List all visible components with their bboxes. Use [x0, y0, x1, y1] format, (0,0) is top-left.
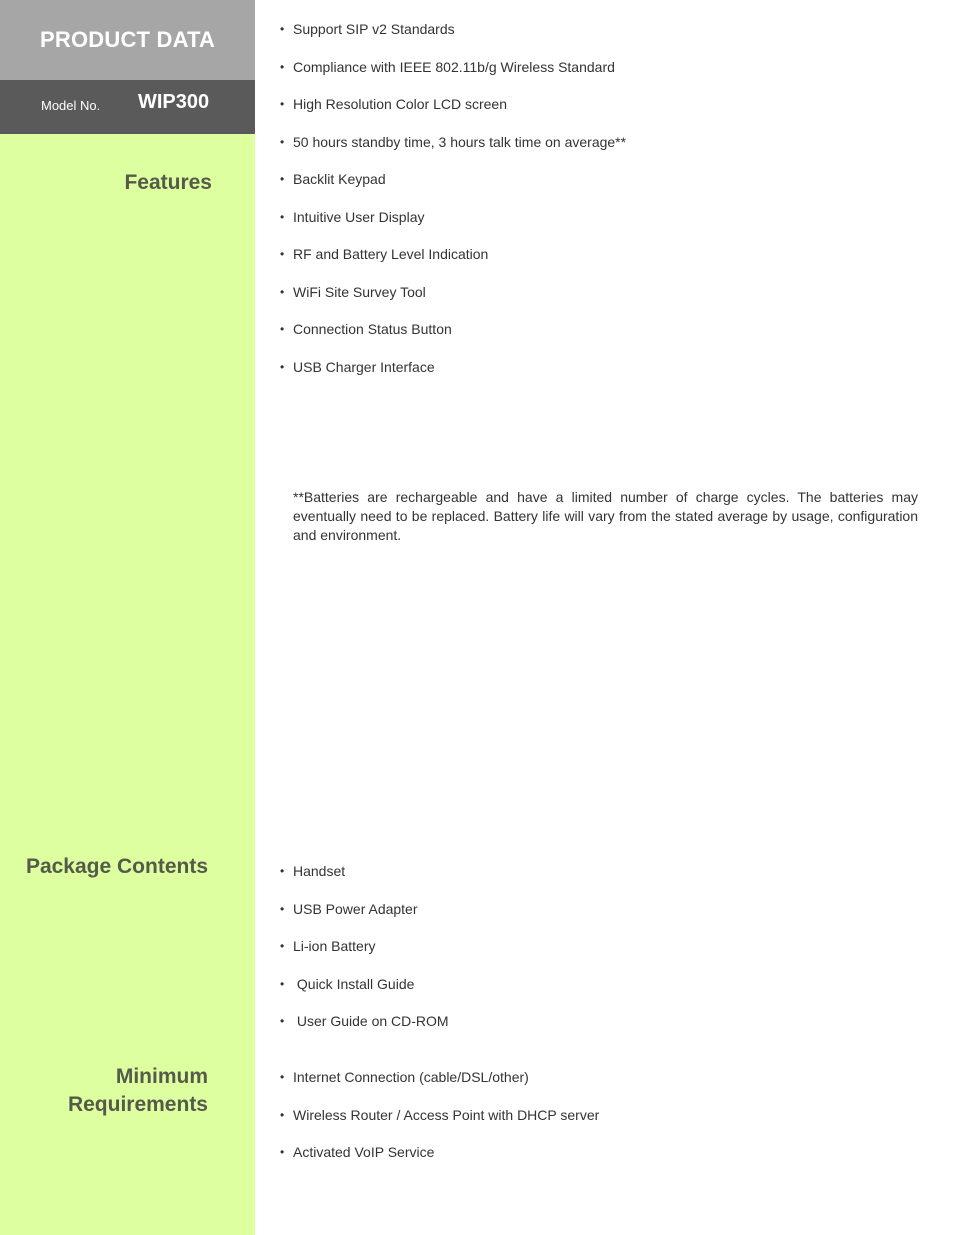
sidebar: [0, 0, 255, 1235]
bullet-icon: •: [280, 864, 285, 878]
list-item: [280, 975, 449, 1013]
bullet-icon: •: [280, 209, 285, 224]
bullet-icon: •: [280, 1107, 285, 1122]
bullet-icon: •: [280, 322, 285, 336]
list-item: [280, 937, 449, 975]
feature-text: Compliance with IEEE 802.11b/g Wireless Standard: [293, 58, 615, 75]
list-item: [280, 1068, 599, 1106]
product-data-title: PRODUCT DATA: [40, 27, 216, 52]
feature-text: Support SIP v2 Standards: [293, 21, 455, 37]
list-item: [280, 245, 626, 283]
package-item-text: USB Power Adapter: [293, 900, 418, 917]
product-data-header: [0, 0, 255, 80]
list-item: [280, 20, 626, 58]
bullet-icon: •: [280, 59, 285, 74]
bullet-icon: •: [280, 976, 285, 991]
bullet-icon: •: [280, 97, 285, 111]
list-item: [280, 862, 449, 900]
requirement-text: Activated VoIP Service: [293, 1144, 435, 1160]
package-contents-heading: Package Contents: [25, 855, 208, 878]
feature-text: USB Charger Interface: [293, 358, 435, 375]
minimum-requirements-heading: [0, 1063, 255, 1119]
requirement-text: Internet Connection (cable/DSL/other): [293, 1069, 529, 1085]
bullet-icon: •: [280, 134, 285, 149]
feature-text: Backlit Keypad: [293, 171, 386, 187]
model-number-value: WIP300: [138, 91, 210, 113]
list-item: [280, 133, 626, 171]
bullet-icon: •: [280, 284, 285, 299]
list-item: [280, 1106, 599, 1144]
package-item-text: User Guide on CD-ROM: [293, 1013, 449, 1029]
features-list: [280, 20, 626, 395]
list-item: [280, 358, 626, 396]
list-item: [280, 170, 626, 208]
feature-text: Intuitive User Display: [293, 208, 425, 225]
bullet-icon: •: [280, 1145, 285, 1159]
list-item: [280, 320, 626, 358]
minimum-requirements-list: [280, 1068, 599, 1181]
feature-text: High Resolution Color LCD screen: [293, 96, 507, 112]
feature-text: 50 hours standby time, 3 hours talk time on average**: [293, 133, 627, 150]
package-item-text: Li-ion Battery: [293, 938, 376, 954]
minimum-requirements-heading-line1: Minimum: [115, 1065, 208, 1088]
bullet-icon: •: [280, 901, 285, 916]
feature-text: RF and Battery Level Indication: [293, 246, 489, 262]
battery-footnote: **Batteries are rechargeable and have a limited number of charge cycles. The batteries may eventually need to be replaced. Battery life will vary from the stated average by usage, configuration and environment.: [293, 489, 918, 543]
package-item-text: Handset: [293, 863, 346, 879]
list-item: [280, 1143, 599, 1181]
feature-text: Connection Status Button: [293, 321, 452, 337]
list-item: [280, 208, 626, 246]
bullet-icon: •: [280, 1014, 285, 1028]
bullet-icon: •: [280, 247, 285, 261]
list-item: [280, 1012, 449, 1050]
requirement-text: Wireless Router / Access Point with DHCP server: [293, 1106, 600, 1123]
minimum-requirements-heading-line2: Requirements: [67, 1093, 208, 1116]
list-item: [280, 283, 626, 321]
features-heading: Features: [124, 171, 212, 194]
model-number-bar: [0, 80, 255, 134]
model-number-label: Model No.: [41, 98, 101, 113]
bullet-icon: •: [280, 22, 285, 36]
list-item: [280, 900, 449, 938]
list-item: [280, 95, 626, 133]
bullet-icon: •: [280, 172, 285, 186]
bullet-icon: •: [280, 1070, 285, 1084]
bullet-icon: •: [280, 939, 285, 953]
list-item: [280, 58, 626, 96]
package-contents-list: [280, 862, 449, 1050]
feature-text: WiFi Site Survey Tool: [293, 283, 426, 300]
bullet-icon: •: [280, 359, 285, 374]
package-item-text: Quick Install Guide: [293, 975, 415, 992]
